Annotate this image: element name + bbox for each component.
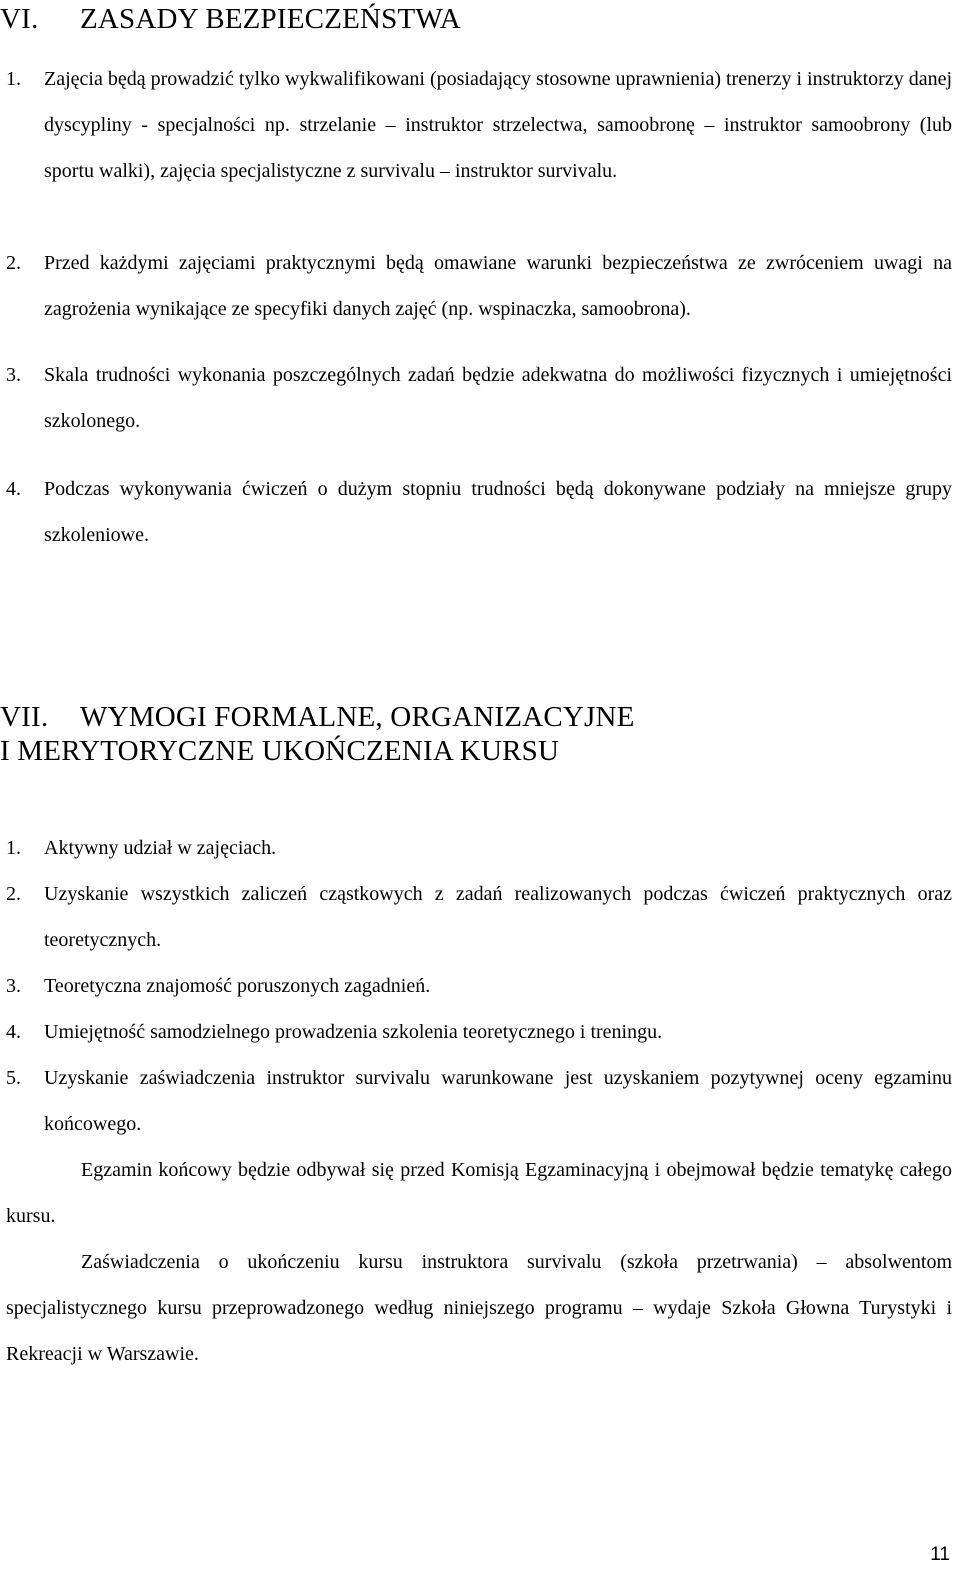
list-item-number: 3. [6,975,21,997]
list-item [6,1009,952,1055]
list-item-number: 4. [6,1021,21,1043]
list-item [6,871,952,963]
section-title-line2: I MERYTORYCZNE UKOŃCZENIA KURSU [0,735,560,767]
list-item-text: Podczas wykonywania ćwiczeń o dużym stopniu trudności będą dokonywane podziały na mniejsze grupy szkoleniowe. [44,478,952,546]
section-heading-vii [0,700,635,768]
list-item-number: 2. [6,252,21,274]
list-item [6,466,952,558]
list-item-text: Aktywny udział w zajęciach. [44,837,277,859]
list-item-text: Uzyskanie wszystkich zaliczeń cząstkowych z zadań realizowanych podczas ćwiczeń praktycznych oraz teoretycznych. [44,883,952,951]
list-item-text: Umiejętność samodzielnego prowadzenia szkolenia teoretycznego i treningu. [44,1021,663,1043]
list-item [6,963,952,1009]
list-item-number: 3. [6,364,21,386]
section-title: ZASADY BEZPIECZEŃSTWA [80,3,461,35]
section-number: VI. [0,3,39,35]
list-item-text: Skala trudności wykonania poszczególnych zadań będzie adekwatna do możliwości fizycznych i umiejętności szkolonego. [44,364,952,432]
list-item [6,56,952,194]
list-item-number: 2. [6,883,21,905]
list-item-text: Przed każdymi zajęciami praktycznymi będą omawiane warunki bezpieczeństwa ze zwróceniem uwagi na zagrożenia wynikające ze specyfiki danych zajęć (np. wspinaczka, samoobrona). [44,252,952,320]
list-item [6,1055,952,1147]
page-number: 11 [930,1544,950,1565]
section-number: VII. [0,701,49,733]
list-item-number: 4. [6,478,21,500]
section-title-line1: WYMOGI FORMALNE, ORGANIZACYJNE [80,701,635,733]
list-item-text: Teoretyczna znajomość poruszonych zagadnień. [44,975,431,997]
list-item-number: 5. [6,1067,21,1089]
list-item-number: 1. [6,68,21,90]
list-item [6,240,952,332]
list-item-text: Uzyskanie zaświadczenia instruktor survivalu warunkowane jest uzyskaniem pozytywnej oceny egzaminu końcowego. [44,1067,952,1135]
list-item [6,825,952,871]
section-heading-vi [0,2,461,37]
list-item-number: 1. [6,837,21,859]
paragraph-exam: Egzamin końcowy będzie odbywał się przed Komisją Egzaminacyjną i obejmował będzie tematykę całego kursu. [6,1159,952,1227]
paragraph-certificate: Zaświadczenia o ukończeniu kursu instruktora survivalu (szkoła przetrwania) – absolwentom specjalistycznego kursu przeprowadzonego według niniejszego programu – wydaje Szkoła Głowna Turystyki i Rekreacji w Warszawie. [6,1251,952,1365]
list-item [6,352,952,444]
list-item-text: Zajęcia będą prowadzić tylko wykwalifikowani (posiadający stosowne uprawnienia) trenerzy i instruktorzy danej dyscypliny - specjalności np. strzelanie – instruktor strzelectwa, samoobronę – instruktor samoobrony (lub sportu walki), zajęcia specjalistyczne z survivalu – instruktor survivalu. [44,68,953,182]
